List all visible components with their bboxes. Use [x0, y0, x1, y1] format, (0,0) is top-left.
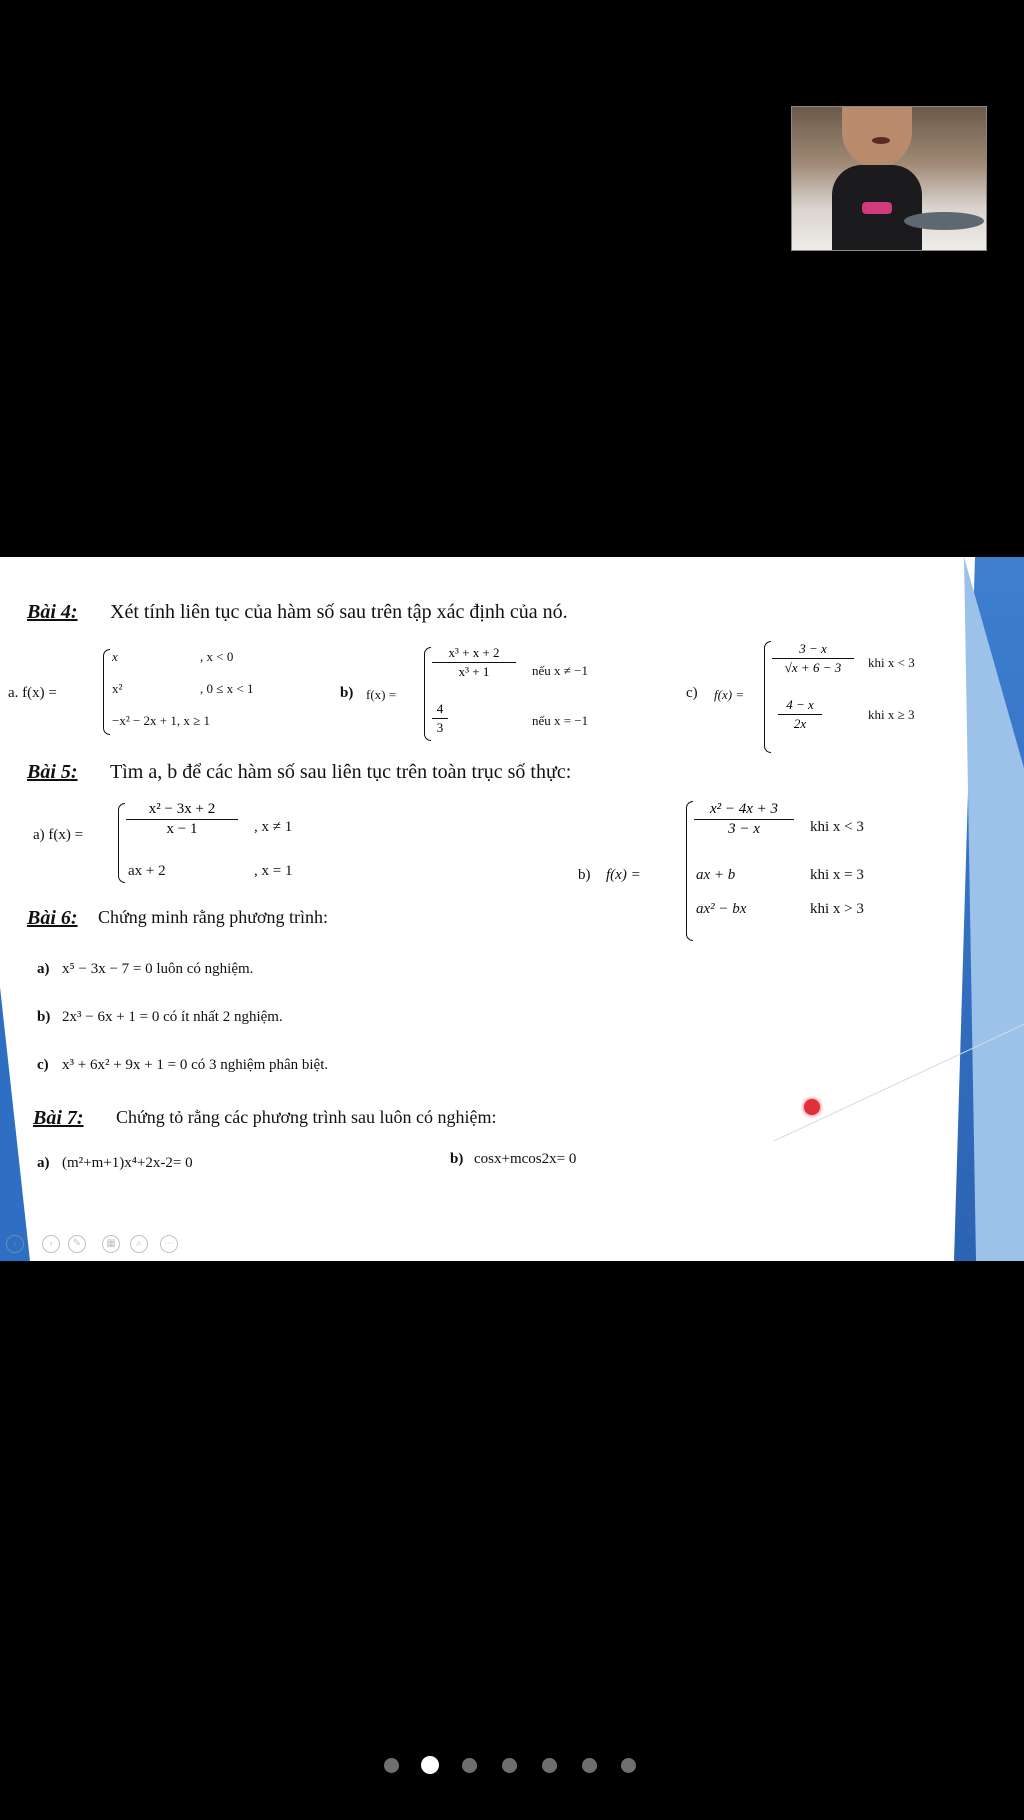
- bai7b-text: cosx+mcos2x= 0: [474, 1151, 577, 1167]
- page-dot-2-active[interactable]: [421, 1756, 439, 1774]
- bai4c-num1: 3 − x: [799, 641, 827, 656]
- bai4c-fx: f(x) =: [714, 687, 745, 702]
- bai7a-text: (m²+m+1)x⁴+2x-2= 0: [62, 1155, 193, 1171]
- bai4a-row2-expr: x²: [112, 681, 123, 696]
- bai5b-fraction: [694, 801, 794, 838]
- presentation-slide: [0, 557, 1024, 1261]
- bai6c-label: c): [37, 1057, 49, 1073]
- bai5a-expr2: ax + 2: [128, 863, 166, 879]
- bai4-heading: Bài 4:: [27, 601, 78, 623]
- bai5-heading: Bài 5:: [27, 761, 78, 783]
- bai6b-label: b): [37, 1009, 51, 1025]
- bai5a-fraction: [126, 801, 238, 838]
- bai5a-label: a) f(x) =: [33, 827, 84, 843]
- pen-icon[interactable]: ✎: [68, 1235, 86, 1253]
- bai5-text: Tìm a, b để các hàm số sau liên tục trên toàn trục số thực:: [110, 761, 572, 783]
- fraction-bar: [126, 819, 238, 820]
- bai6a-label: a): [37, 961, 50, 977]
- bai4b-fraction-1: [432, 645, 516, 680]
- page-dot-5[interactable]: [542, 1758, 557, 1773]
- bai4-text: Xét tính liên tục của hàm số sau trên tập xác định của nó.: [110, 601, 568, 623]
- bai5b-cond3: khi x > 3: [810, 901, 864, 917]
- page-dot-3[interactable]: [462, 1758, 477, 1773]
- fraction-bar: [432, 662, 516, 663]
- bai4c-label: c): [686, 685, 698, 701]
- page-dot-1[interactable]: [384, 1758, 399, 1773]
- bai4b-cond1: nếu x ≠ −1: [532, 663, 588, 678]
- fraction-bar: [772, 658, 854, 659]
- bai7-text: Chứng tỏ rằng các phương trình sau luôn có nghiệm:: [116, 1107, 497, 1127]
- bai4b-cond2: nếu x = −1: [532, 713, 589, 728]
- bai5b-fx: f(x) =: [606, 867, 641, 883]
- more-icon[interactable]: ⋯: [160, 1235, 178, 1253]
- bai5b-num: x² − 4x + 3: [709, 801, 779, 817]
- bai4b-num2: 4: [436, 701, 444, 716]
- fraction-bar: [778, 714, 822, 715]
- bai5b-cond2: khi x = 3: [810, 867, 864, 883]
- bowl: [904, 212, 984, 230]
- bai4c-num2: 4 − x: [786, 697, 814, 712]
- bai7b-label: b): [450, 1151, 464, 1167]
- bai7-heading: Bài 7:: [33, 1107, 84, 1129]
- bai4c-fraction-2: [778, 697, 822, 732]
- bai4b-den2: 3: [436, 720, 444, 735]
- page-dot-7[interactable]: [621, 1758, 636, 1773]
- bai4b-fraction-2: [432, 701, 448, 736]
- bai6-text: Chứng minh rằng phương trình:: [98, 907, 329, 927]
- page-dot-6[interactable]: [582, 1758, 597, 1773]
- bai4a-label: a. f(x) =: [8, 685, 57, 701]
- bai4a-row1-cond: , x < 0: [200, 649, 234, 664]
- webcam-video-thumbnail[interactable]: [791, 106, 987, 251]
- bai4a-row1-expr: x: [112, 649, 118, 664]
- bai4b-num: x³ + x + 2: [448, 645, 500, 660]
- bai4c-fraction-1: [772, 641, 854, 676]
- grid-icon[interactable]: ▦: [102, 1235, 120, 1253]
- bai4b-label: b): [340, 685, 354, 701]
- bai4b-brace: [424, 647, 431, 741]
- bai6a-text: x⁵ − 3x − 7 = 0 luôn có nghiệm.: [62, 961, 254, 977]
- bai5b-label: b): [578, 867, 591, 883]
- bai4a-row3: −x² − 2x + 1, x ≥ 1: [112, 713, 211, 728]
- bai4c-den2: 2x: [793, 716, 807, 731]
- arrow-left-icon[interactable]: ‹: [6, 1235, 24, 1253]
- zoom-icon[interactable]: ⌕: [130, 1235, 148, 1253]
- bai5a-cond2: , x = 1: [254, 863, 293, 879]
- bai5a-cond1: , x ≠ 1: [254, 819, 293, 835]
- bai5b-brace: [686, 801, 693, 941]
- fraction-bar: [432, 718, 448, 719]
- bai6b-text: 2x³ − 6x + 1 = 0 có ít nhất 2 nghiệm.: [62, 1009, 283, 1025]
- bai5b-cond1: khi x < 3: [810, 819, 864, 835]
- bai4a-brace: [103, 649, 110, 735]
- bai5b-expr3: ax² − bx: [696, 901, 747, 917]
- shirt-print: [862, 202, 892, 214]
- bai6c-text: x³ + 6x² + 9x + 1 = 0 có 3 nghiệm phân biệt.: [62, 1057, 329, 1073]
- person-mouth: [872, 137, 890, 144]
- fraction-bar: [694, 819, 794, 820]
- bai7a-label: a): [37, 1155, 50, 1171]
- bai4b-fx: f(x) =: [366, 687, 397, 702]
- bai4c-cond2: khi x ≥ 3: [868, 707, 915, 722]
- bai4a-row2-cond: , 0 ≤ x < 1: [200, 681, 254, 696]
- bai4c-brace: [764, 641, 771, 753]
- page-dot-4[interactable]: [502, 1758, 517, 1773]
- bai4c-den1: √x + 6 − 3: [784, 660, 842, 675]
- bai6-heading: Bài 6:: [27, 907, 78, 929]
- laser-pointer: [804, 1099, 820, 1115]
- bai5b-expr2: ax + b: [696, 867, 736, 883]
- bai4b-den: x³ + 1: [458, 664, 490, 679]
- bai4c-cond1: khi x < 3: [868, 655, 915, 670]
- bai5a-den: x − 1: [166, 821, 198, 837]
- arrow-right-icon[interactable]: ›: [42, 1235, 60, 1253]
- bai5a-brace: [118, 803, 125, 883]
- bai5b-den: 3 − x: [728, 821, 760, 837]
- bai5a-num: x² − 3x + 2: [148, 801, 216, 817]
